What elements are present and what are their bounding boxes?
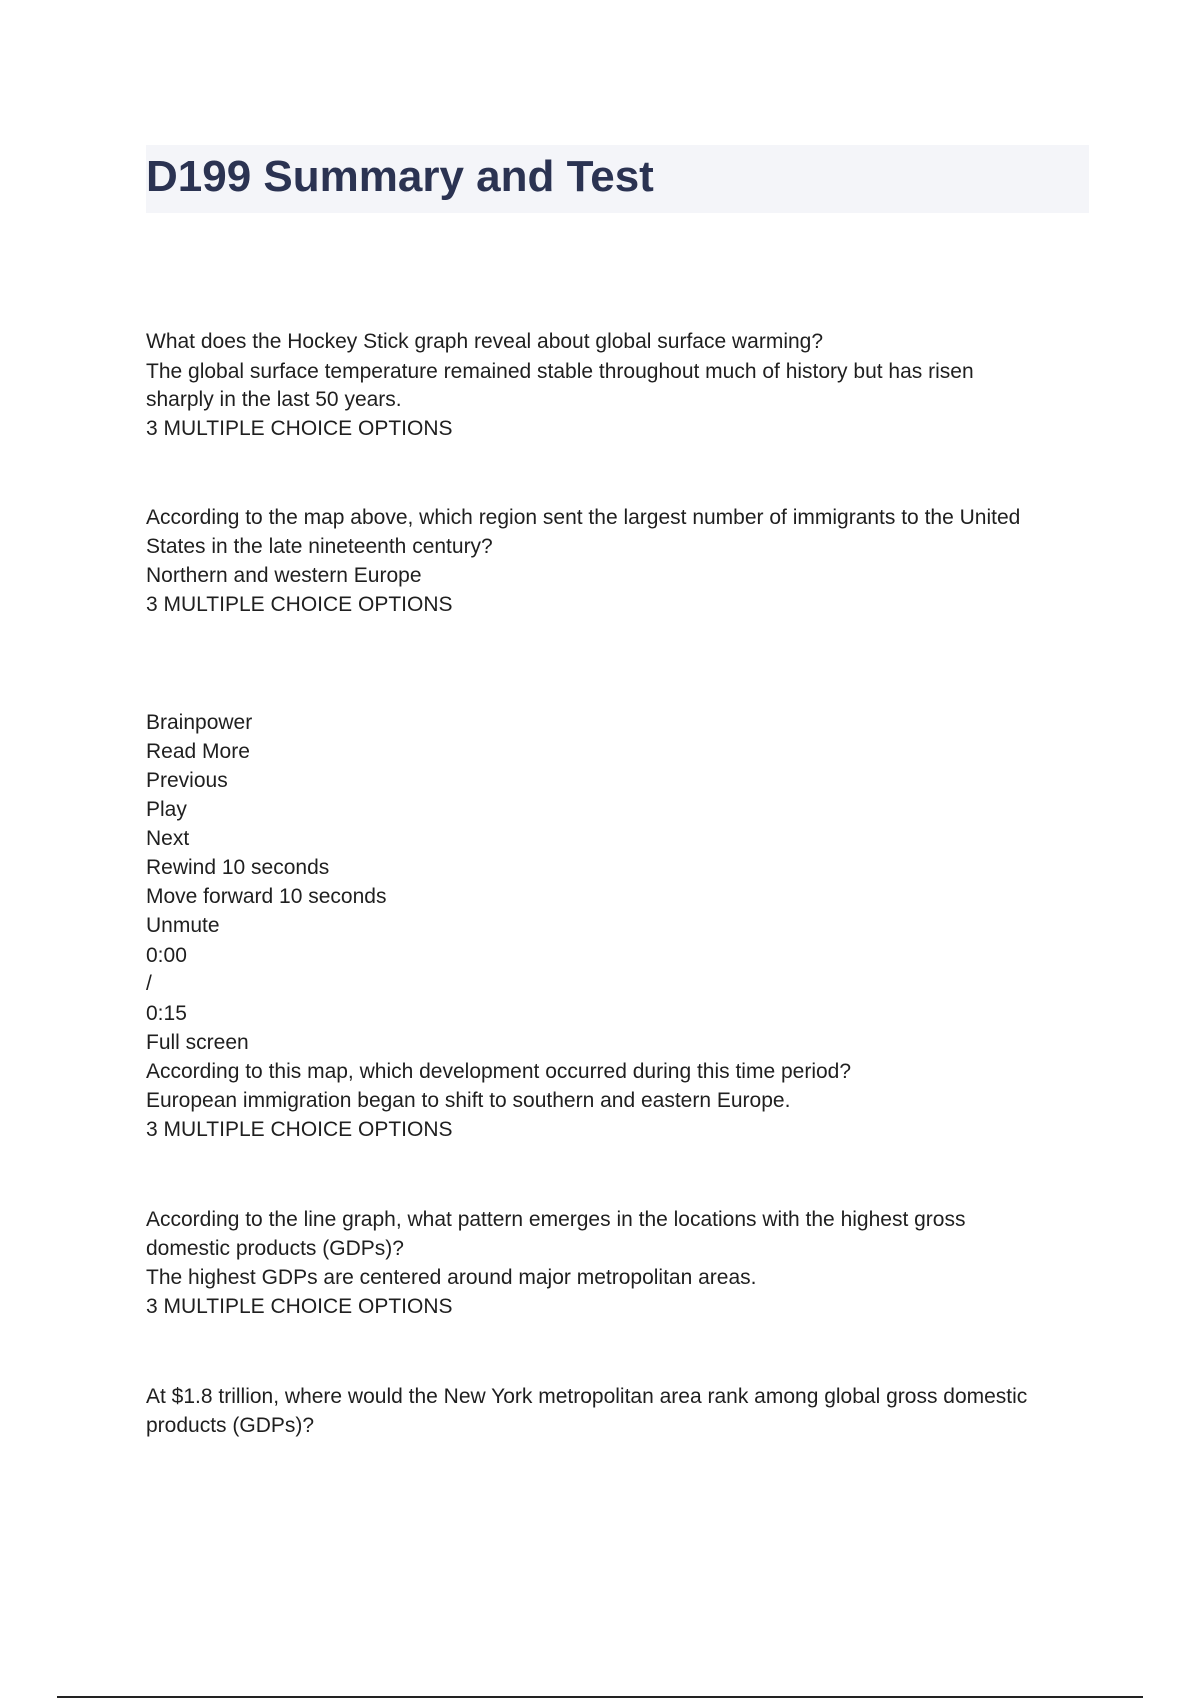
read-more-link[interactable]: Read More — [146, 740, 250, 763]
previous-button[interactable]: Previous — [146, 769, 228, 792]
next-button[interactable]: Next — [146, 827, 190, 850]
rewind-button[interactable]: Rewind 10 seconds — [146, 856, 330, 879]
title-banner — [146, 145, 1089, 213]
q3-question: According to this map, which development occurred during this time period? — [146, 1060, 852, 1083]
brainpower-label: Brainpower — [146, 711, 253, 734]
q3-answer: European immigration began to shift to southern and eastern Europe. — [146, 1089, 791, 1112]
q2-question-line-2: States in the late nineteenth century? — [146, 535, 493, 558]
play-button[interactable]: Play — [146, 798, 187, 821]
q2-question-line-1: According to the map above, which region sent the largest number of immigrants to the United — [146, 506, 1021, 529]
time-separator: / — [146, 972, 152, 995]
full-screen-button[interactable]: Full screen — [146, 1031, 249, 1054]
q1-options: 3 MULTIPLE CHOICE OPTIONS — [146, 417, 453, 440]
q4-answer: The highest GDPs are centered around major metropolitan areas. — [146, 1266, 757, 1289]
q1-answer-line-1: The global surface temperature remained stable throughout much of history but has risen — [146, 360, 974, 383]
q5-question-line-1: At $1.8 trillion, where would the New York metropolitan area rank among global gross domestic — [146, 1385, 1028, 1408]
q3-options: 3 MULTIPLE CHOICE OPTIONS — [146, 1118, 453, 1141]
q4-question-line-1: According to the line graph, what pattern emerges in the locations with the highest gross — [146, 1208, 966, 1231]
unmute-button[interactable]: Unmute — [146, 914, 220, 937]
footer-divider — [57, 1696, 1143, 1698]
page-title: D199 Summary and Test — [146, 152, 654, 201]
q1-question: What does the Hockey Stick graph reveal about global surface warming? — [146, 330, 824, 353]
forward-button[interactable]: Move forward 10 seconds — [146, 885, 387, 908]
duration: 0:15 — [146, 1002, 187, 1025]
q1-answer-line-2: sharply in the last 50 years. — [146, 388, 402, 411]
q5-question-line-2: products (GDPs)? — [146, 1414, 315, 1437]
current-time: 0:00 — [146, 944, 187, 967]
q2-answer: Northern and western Europe — [146, 564, 422, 587]
q2-options: 3 MULTIPLE CHOICE OPTIONS — [146, 593, 453, 616]
q4-question-line-2: domestic products (GDPs)? — [146, 1237, 404, 1260]
q4-options: 3 MULTIPLE CHOICE OPTIONS — [146, 1295, 453, 1318]
